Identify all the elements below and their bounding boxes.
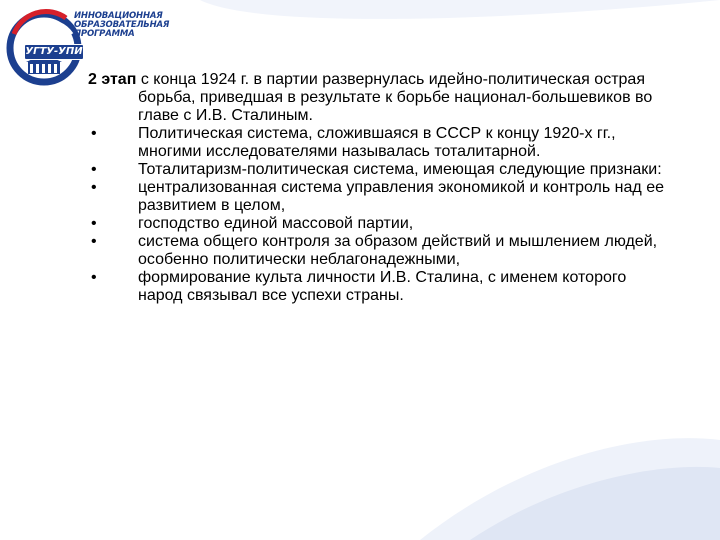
list-item	[88, 179, 668, 215]
list-item	[88, 269, 668, 305]
list-item-text: централизованная система управления экономикой и контроль над ее развитием в целом,	[138, 179, 664, 214]
list-item	[88, 125, 668, 161]
logo-line: ПРОГРАММА	[74, 29, 135, 39]
bullet-icon: •	[91, 215, 97, 232]
list-item-text: Политическая система, сложившаяся в СССР к концу 1920-х гг., многими исследователями называлась тоталитарной.	[138, 125, 616, 160]
list-item-text: формирование культа личности И.В. Сталина, с именем которого народ связывал все успехи страны.	[138, 269, 627, 304]
list-item-text: система общего контроля за образом действий и мышлением людей, особенно политически неблагонадежными,	[138, 233, 658, 268]
list-item	[88, 161, 668, 179]
logo-text	[74, 12, 184, 39]
slide-content	[88, 71, 668, 305]
lead-paragraph	[88, 71, 668, 125]
logo-line: ОБРАЗОВАТЕЛЬНАЯ	[74, 20, 170, 30]
list-item	[88, 215, 668, 233]
bullet-icon: •	[91, 179, 97, 196]
bullet-list	[88, 125, 668, 305]
list-item-text: господство единой массовой партии,	[138, 215, 414, 232]
bullet-icon: •	[91, 125, 97, 142]
bullet-icon: •	[91, 233, 97, 250]
list-item	[88, 233, 668, 269]
bullet-icon: •	[91, 161, 97, 178]
logo-line: ИННОВАЦИОННАЯ	[74, 11, 163, 21]
logo-badge: УГТУ-УПИ	[24, 44, 84, 60]
bullet-icon: •	[91, 269, 97, 286]
lead-bold: 2 этап	[88, 71, 137, 88]
list-item-text: Тоталитаризм-политическая система, имеющая следующие признаки:	[138, 161, 662, 178]
lead-text: с конца 1924 г. в партии развернулась идейно-политическая острая борьба, приведшая в результате к борьбе национал-большевиков во главе с И.В. Сталиным.	[136, 71, 653, 124]
